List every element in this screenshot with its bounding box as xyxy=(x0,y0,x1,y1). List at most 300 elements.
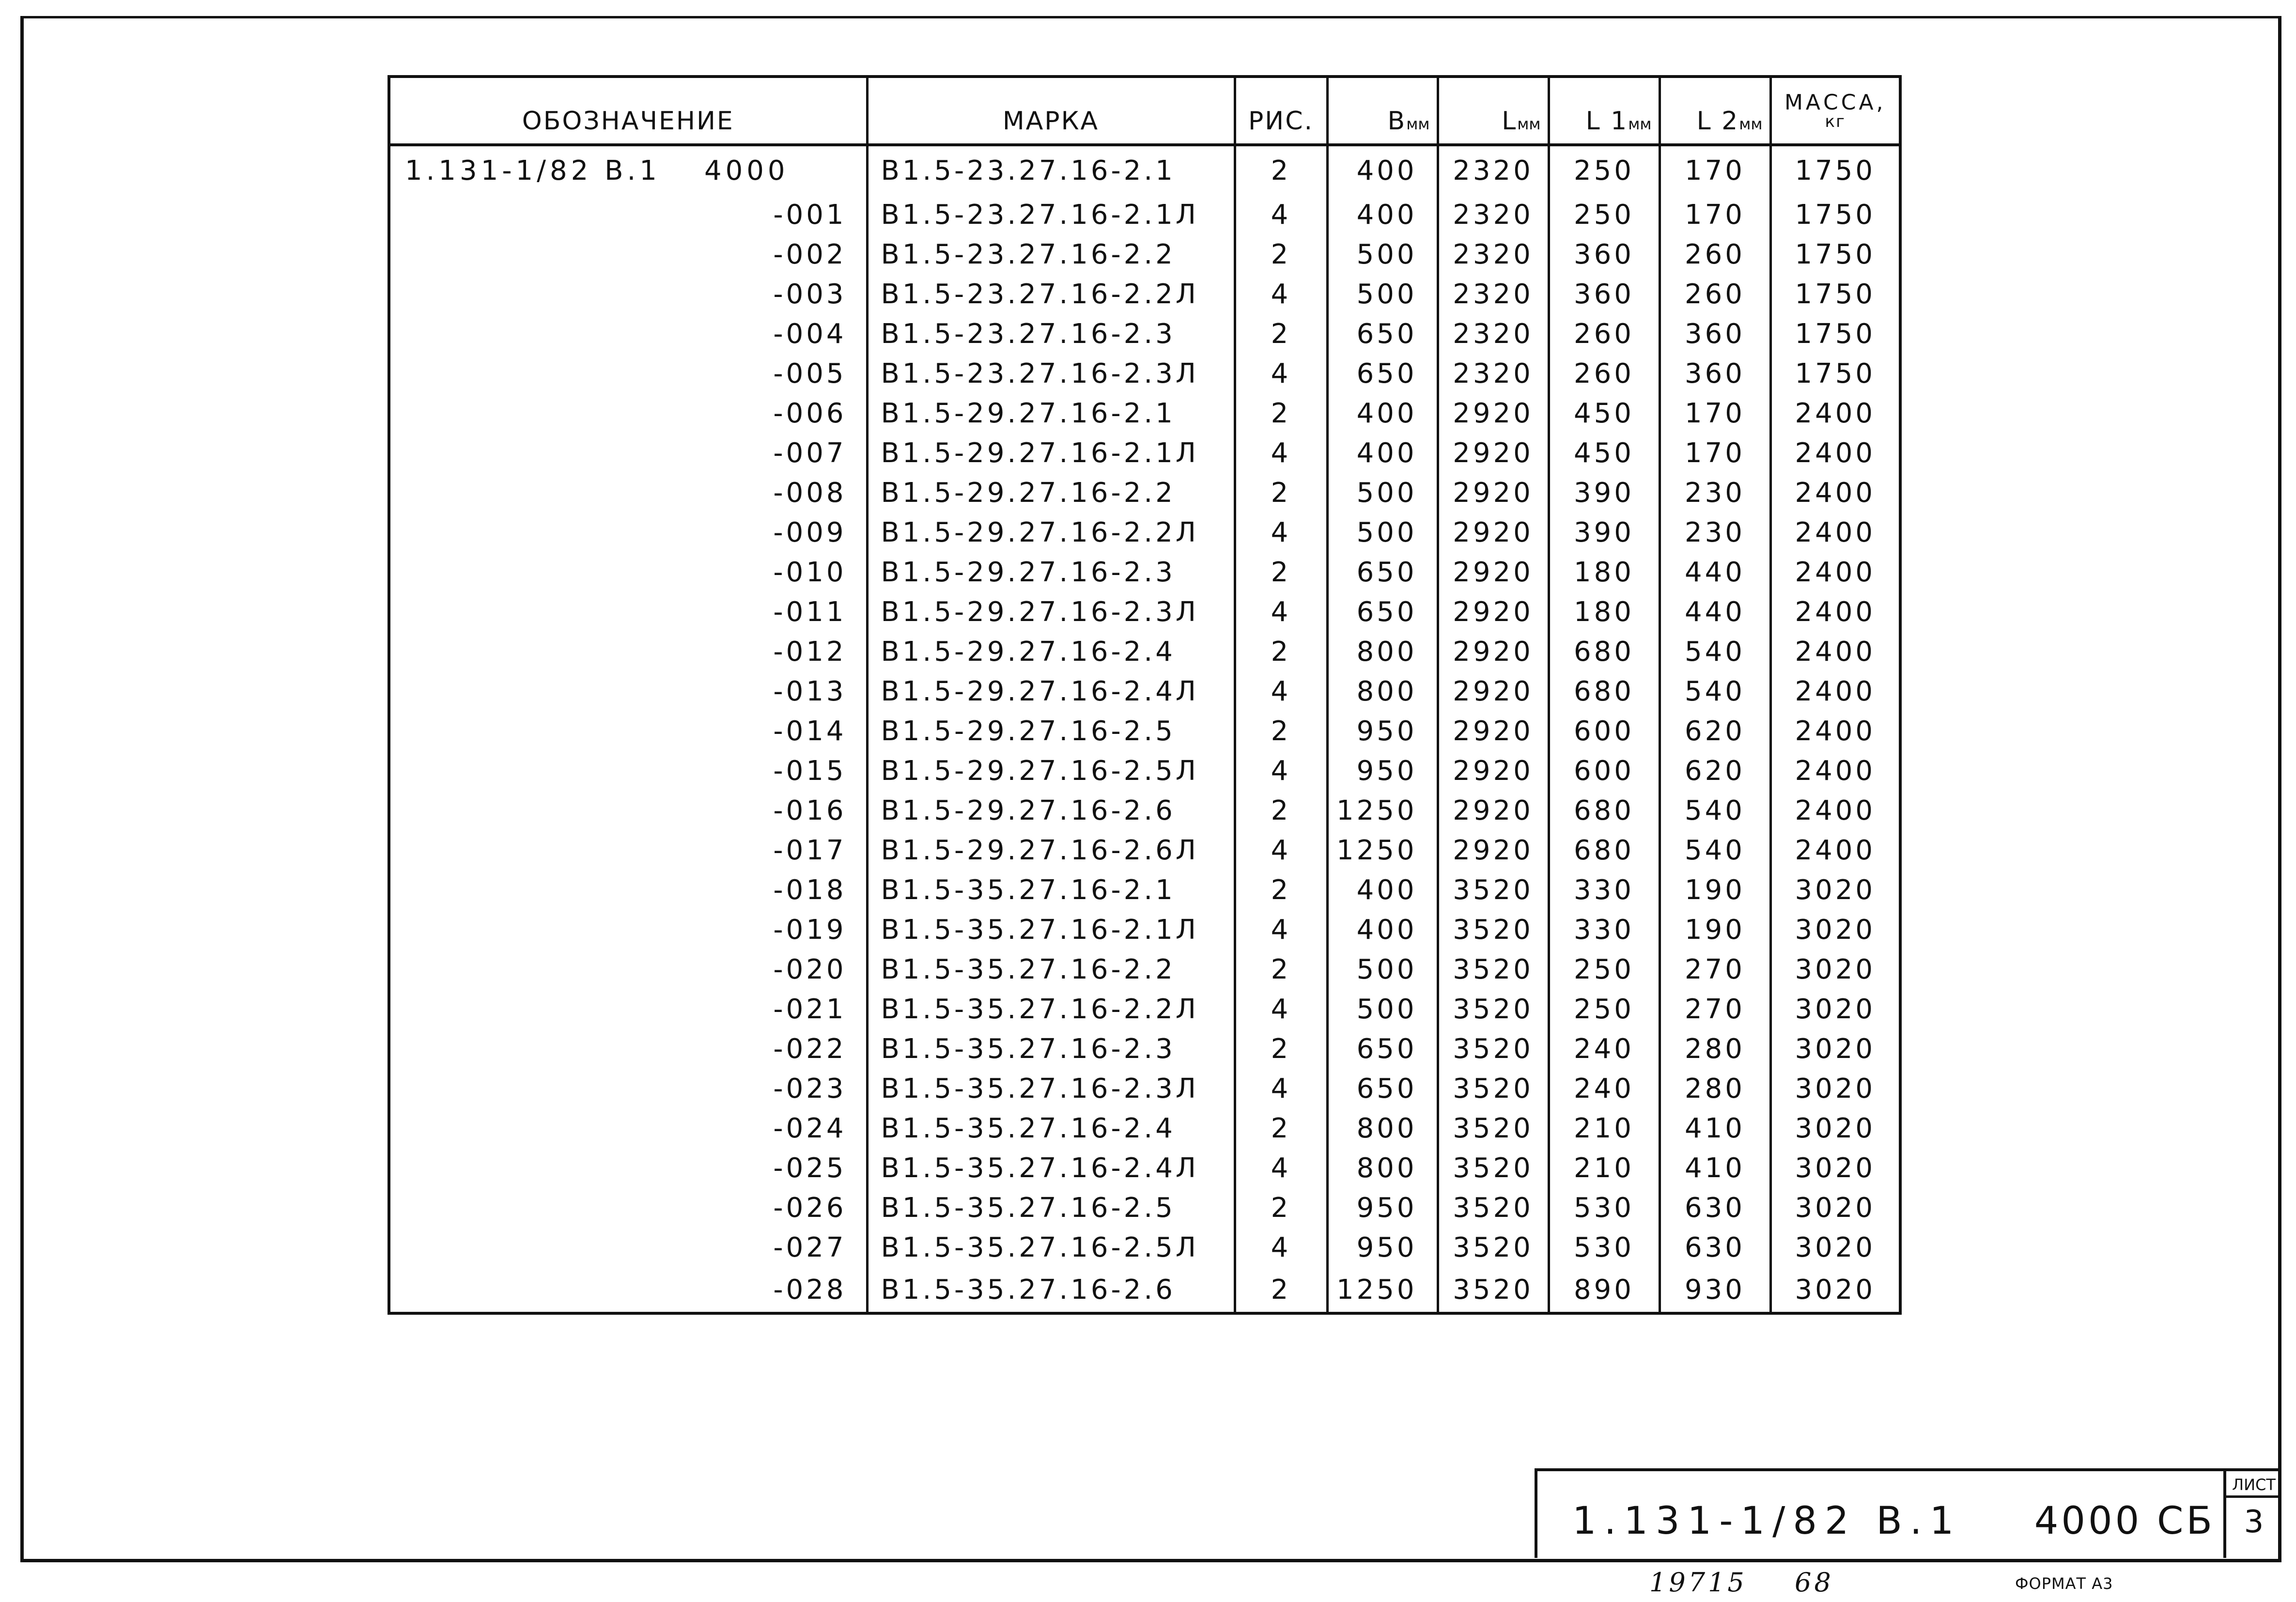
table-row xyxy=(389,145,1900,195)
cell-marka: В1.5-35.27.16-2.5Л xyxy=(867,1228,1235,1267)
cell-massa: 3020 xyxy=(1795,1274,1876,1306)
cell-massa: 1750 xyxy=(1795,199,1876,231)
header-massa: МАССА, кг xyxy=(1770,77,1900,145)
cell-b: 400 xyxy=(1327,195,1438,234)
cell-l1: 240 xyxy=(1549,1029,1660,1069)
cell-oboznachenie xyxy=(389,145,867,195)
cell-l: 3520 xyxy=(1438,910,1549,949)
table-row xyxy=(389,910,1900,949)
cell-l1: 680 xyxy=(1549,791,1660,830)
cell-l: 3520 xyxy=(1438,1108,1549,1148)
table-body xyxy=(389,145,1900,1313)
cell-massa: 3020 xyxy=(1795,953,1876,985)
cell-massa: 3020 xyxy=(1795,914,1876,946)
inventory-number: 19715 xyxy=(1649,1567,1747,1598)
cell-ris: 2 xyxy=(1235,1029,1327,1069)
cell-l1: 600 xyxy=(1549,711,1660,751)
designation-suffix: -016 xyxy=(773,794,847,826)
cell-marka: В1.5-35.27.16-2.5 xyxy=(867,1188,1235,1228)
cell-oboznachenie xyxy=(389,949,867,989)
cell-l: 3520 xyxy=(1438,1029,1549,1069)
cell-ris: 2 xyxy=(1235,632,1327,671)
cell-l1: 250 xyxy=(1549,195,1660,234)
cell-b: 800 xyxy=(1327,671,1438,711)
cell-marka: В1.5-35.27.16-2.3 xyxy=(867,1029,1235,1069)
cell-l: 2320 xyxy=(1438,195,1549,234)
table-row xyxy=(389,1108,1900,1148)
cell-l1: 180 xyxy=(1549,592,1660,632)
cell-l1: 260 xyxy=(1549,314,1660,354)
cell-oboznachenie xyxy=(389,1148,867,1188)
header-b-unit: мм xyxy=(1406,115,1430,133)
table-row xyxy=(389,195,1900,234)
cell-ris: 2 xyxy=(1235,314,1327,354)
cell-oboznachenie xyxy=(389,632,867,671)
cell-marka: В1.5-23.27.16-2.2 xyxy=(867,234,1235,274)
cell-l1: 450 xyxy=(1549,433,1660,473)
cell-ris: 2 xyxy=(1235,552,1327,592)
cell-oboznachenie xyxy=(389,393,867,433)
cell-b: 1250 xyxy=(1327,830,1438,870)
cell-l2: 260 xyxy=(1660,274,1770,314)
cell-l2: 230 xyxy=(1660,473,1770,513)
cell-massa: 1750 xyxy=(1795,318,1876,350)
cell-l2: 280 xyxy=(1660,1029,1770,1069)
cell-l1: 260 xyxy=(1549,354,1660,393)
designation-suffix: -007 xyxy=(773,437,847,469)
cell-l: 2920 xyxy=(1438,433,1549,473)
cell-b: 650 xyxy=(1327,1069,1438,1108)
cell-oboznachenie xyxy=(389,1228,867,1267)
cell-l2: 360 xyxy=(1660,314,1770,354)
cell-l: 2920 xyxy=(1438,473,1549,513)
cell-massa: 3020 xyxy=(1795,1192,1876,1224)
cell-ris: 2 xyxy=(1235,711,1327,751)
cell-ris: 2 xyxy=(1235,1188,1327,1228)
cell-oboznachenie xyxy=(389,195,867,234)
cell-l2: 440 xyxy=(1660,552,1770,592)
designation-suffix: -001 xyxy=(773,199,847,231)
cell-massa: 2400 xyxy=(1795,794,1876,826)
designation-suffix: -004 xyxy=(773,318,847,350)
table-row xyxy=(389,234,1900,274)
cell-l: 2920 xyxy=(1438,751,1549,791)
cell-ris: 4 xyxy=(1235,671,1327,711)
cell-b: 950 xyxy=(1327,1188,1438,1228)
cell-b: 500 xyxy=(1327,234,1438,274)
cell-l1: 210 xyxy=(1549,1108,1660,1148)
designation-suffix: -012 xyxy=(773,636,847,668)
cell-l1: 390 xyxy=(1549,473,1660,513)
cell-l: 2920 xyxy=(1438,830,1549,870)
cell-massa: 3020 xyxy=(1795,1073,1876,1104)
designation-suffix: -020 xyxy=(773,953,847,985)
table-header-row xyxy=(389,77,1900,145)
cell-ris: 4 xyxy=(1235,1228,1327,1267)
handwritten-number: 68 xyxy=(1795,1567,1834,1598)
cell-l: 2920 xyxy=(1438,513,1549,552)
cell-l: 2920 xyxy=(1438,791,1549,830)
cell-l: 2920 xyxy=(1438,711,1549,751)
cell-b: 500 xyxy=(1327,513,1438,552)
designation-suffix: -013 xyxy=(773,675,847,707)
cell-massa: 3020 xyxy=(1795,993,1876,1025)
cell-l2: 170 xyxy=(1660,195,1770,234)
table-row xyxy=(389,314,1900,354)
cell-massa: 1750 xyxy=(1795,358,1876,389)
cell-l2: 190 xyxy=(1660,870,1770,910)
designation-suffix: -011 xyxy=(773,596,847,628)
cell-marka: В1.5-29.27.16-2.1Л xyxy=(867,433,1235,473)
cell-massa: 3020 xyxy=(1795,874,1876,906)
cell-b: 950 xyxy=(1327,711,1438,751)
cell-ris: 4 xyxy=(1235,354,1327,393)
header-l1-unit: мм xyxy=(1628,115,1652,133)
cell-l1: 210 xyxy=(1549,1148,1660,1188)
table-row xyxy=(389,274,1900,314)
table-row xyxy=(389,989,1900,1029)
designation-suffix: -021 xyxy=(773,993,847,1025)
cell-b: 800 xyxy=(1327,1108,1438,1148)
cell-marka: В1.5-23.27.16-2.2Л xyxy=(867,274,1235,314)
sheet-number: 3 xyxy=(2244,1504,2264,1540)
table-row xyxy=(389,473,1900,513)
cell-oboznachenie xyxy=(389,870,867,910)
designation-suffix: -009 xyxy=(773,516,847,548)
cell-l: 3520 xyxy=(1438,870,1549,910)
header-b: Вмм xyxy=(1327,77,1438,145)
cell-ris: 4 xyxy=(1235,830,1327,870)
cell-marka: В1.5-35.27.16-2.4Л xyxy=(867,1148,1235,1188)
designation-suffix: -023 xyxy=(773,1073,847,1104)
designation-suffix: -026 xyxy=(773,1192,847,1224)
cell-l1: 600 xyxy=(1549,751,1660,791)
cell-l: 2320 xyxy=(1438,145,1549,195)
cell-l: 2320 xyxy=(1438,234,1549,274)
cell-l2: 410 xyxy=(1660,1108,1770,1148)
cell-massa: 2400 xyxy=(1795,477,1876,509)
cell-l2: 190 xyxy=(1660,910,1770,949)
cell-b: 950 xyxy=(1327,751,1438,791)
cell-ris: 2 xyxy=(1235,1267,1327,1313)
cell-b: 1250 xyxy=(1327,1267,1438,1313)
cell-l1: 680 xyxy=(1549,830,1660,870)
cell-marka: В1.5-23.27.16-2.1 xyxy=(867,145,1235,195)
cell-marka: В1.5-35.27.16-2.6 xyxy=(867,1267,1235,1313)
cell-marka: В1.5-29.27.16-2.6Л xyxy=(867,830,1235,870)
table-row xyxy=(389,870,1900,910)
document-code: 1.131-1/82 В.1 xyxy=(1572,1499,1962,1543)
cell-l2: 280 xyxy=(1660,1069,1770,1108)
cell-l2: 630 xyxy=(1660,1188,1770,1228)
cell-l1: 330 xyxy=(1549,870,1660,910)
cell-b: 400 xyxy=(1327,145,1438,195)
cell-oboznachenie xyxy=(389,513,867,552)
cell-l: 2920 xyxy=(1438,592,1549,632)
cell-l: 2920 xyxy=(1438,552,1549,592)
cell-oboznachenie xyxy=(389,234,867,274)
table-row xyxy=(389,671,1900,711)
cell-marka: В1.5-35.27.16-2.2Л xyxy=(867,989,1235,1029)
cell-oboznachenie xyxy=(389,751,867,791)
cell-marka: В1.5-35.27.16-2.2 xyxy=(867,949,1235,989)
sheet-box xyxy=(2223,1468,2281,1558)
cell-oboznachenie xyxy=(389,989,867,1029)
cell-b: 500 xyxy=(1327,274,1438,314)
specification-table xyxy=(388,75,1902,1315)
cell-massa: 1750 xyxy=(1795,278,1876,310)
cell-b: 400 xyxy=(1327,433,1438,473)
designation-suffix: -025 xyxy=(773,1152,847,1184)
cell-ris: 2 xyxy=(1235,145,1327,195)
table-row xyxy=(389,592,1900,632)
cell-l1: 180 xyxy=(1549,552,1660,592)
designation-docnum: 4000 xyxy=(704,155,789,187)
cell-oboznachenie xyxy=(389,1188,867,1228)
cell-massa: 2400 xyxy=(1795,397,1876,429)
cell-ris: 4 xyxy=(1235,1069,1327,1108)
cell-l2: 930 xyxy=(1660,1267,1770,1313)
cell-b: 650 xyxy=(1327,552,1438,592)
cell-oboznachenie xyxy=(389,830,867,870)
table-row xyxy=(389,632,1900,671)
cell-oboznachenie xyxy=(389,314,867,354)
designation-suffix: -006 xyxy=(773,397,847,429)
format-label: ФОРМАТ А3 xyxy=(2015,1574,2113,1593)
cell-marka: В1.5-29.27.16-2.3Л xyxy=(867,592,1235,632)
sheet-label: ЛИСТ xyxy=(2226,1474,2281,1498)
cell-b: 500 xyxy=(1327,949,1438,989)
header-l1: L 1мм xyxy=(1549,77,1660,145)
cell-oboznachenie xyxy=(389,1069,867,1108)
cell-massa: 2400 xyxy=(1795,715,1876,747)
cell-oboznachenie xyxy=(389,433,867,473)
cell-l1: 680 xyxy=(1549,671,1660,711)
header-l: Lмм xyxy=(1438,77,1549,145)
table-row xyxy=(389,433,1900,473)
cell-l1: 450 xyxy=(1549,393,1660,433)
cell-massa: 1750 xyxy=(1795,238,1876,270)
table-row xyxy=(389,1188,1900,1228)
table-row xyxy=(389,751,1900,791)
cell-l1: 530 xyxy=(1549,1188,1660,1228)
designation-suffix: -028 xyxy=(773,1274,847,1306)
cell-massa: 3020 xyxy=(1795,1112,1876,1144)
table-row xyxy=(389,791,1900,830)
table-row xyxy=(389,1029,1900,1069)
cell-l1: 250 xyxy=(1549,989,1660,1029)
designation-suffix: -017 xyxy=(773,834,847,866)
cell-l2: 540 xyxy=(1660,632,1770,671)
cell-l2: 270 xyxy=(1660,989,1770,1029)
cell-marka: В1.5-35.27.16-2.3Л xyxy=(867,1069,1235,1108)
cell-l1: 250 xyxy=(1549,949,1660,989)
table-row xyxy=(389,1228,1900,1267)
cell-b: 800 xyxy=(1327,1148,1438,1188)
cell-b: 400 xyxy=(1327,870,1438,910)
cell-oboznachenie xyxy=(389,1267,867,1313)
cell-l: 3520 xyxy=(1438,1228,1549,1267)
cell-l2: 360 xyxy=(1660,354,1770,393)
cell-oboznachenie xyxy=(389,473,867,513)
cell-l2: 540 xyxy=(1660,791,1770,830)
cell-l1: 360 xyxy=(1549,234,1660,274)
cell-b: 400 xyxy=(1327,393,1438,433)
cell-l1: 360 xyxy=(1549,274,1660,314)
header-l2-unit: мм xyxy=(1739,115,1763,133)
cell-b: 650 xyxy=(1327,592,1438,632)
header-massa-unit: кг xyxy=(1825,111,1846,131)
cell-oboznachenie xyxy=(389,1108,867,1148)
cell-ris: 2 xyxy=(1235,393,1327,433)
cell-ris: 4 xyxy=(1235,910,1327,949)
designation-suffix: -003 xyxy=(773,278,847,310)
cell-l1: 250 xyxy=(1549,145,1660,195)
cell-oboznachenie xyxy=(389,274,867,314)
cell-ris: 2 xyxy=(1235,870,1327,910)
cell-b: 650 xyxy=(1327,354,1438,393)
cell-b: 950 xyxy=(1327,1228,1438,1267)
cell-oboznachenie xyxy=(389,1029,867,1069)
cell-marka: В1.5-29.27.16-2.4Л xyxy=(867,671,1235,711)
cell-ris: 4 xyxy=(1235,513,1327,552)
cell-marka: В1.5-29.27.16-2.2 xyxy=(867,473,1235,513)
designation-suffix: -022 xyxy=(773,1033,847,1065)
cell-b: 650 xyxy=(1327,314,1438,354)
cell-marka: В1.5-23.27.16-2.3Л xyxy=(867,354,1235,393)
cell-massa: 2400 xyxy=(1795,596,1876,628)
table-row xyxy=(389,711,1900,751)
cell-massa: 2400 xyxy=(1795,556,1876,588)
cell-marka: В1.5-29.27.16-2.4 xyxy=(867,632,1235,671)
document-code-suffix: 4000 СБ xyxy=(2034,1499,2215,1543)
table-row xyxy=(389,830,1900,870)
table-row xyxy=(389,513,1900,552)
cell-massa: 3020 xyxy=(1795,1152,1876,1184)
designation-suffix: -010 xyxy=(773,556,847,588)
cell-l: 2320 xyxy=(1438,274,1549,314)
cell-massa: 2400 xyxy=(1795,437,1876,469)
cell-l2: 230 xyxy=(1660,513,1770,552)
cell-marka: В1.5-35.27.16-2.1Л xyxy=(867,910,1235,949)
designation-suffix: -024 xyxy=(773,1112,847,1144)
cell-marka: В1.5-29.27.16-2.1 xyxy=(867,393,1235,433)
cell-l: 2320 xyxy=(1438,314,1549,354)
table-row xyxy=(389,1148,1900,1188)
table-row xyxy=(389,1267,1900,1313)
cell-l2: 170 xyxy=(1660,433,1770,473)
cell-l: 3520 xyxy=(1438,1188,1549,1228)
designation-suffix: -018 xyxy=(773,874,847,906)
cell-l: 3520 xyxy=(1438,1148,1549,1188)
table-row xyxy=(389,552,1900,592)
cell-oboznachenie xyxy=(389,354,867,393)
cell-oboznachenie xyxy=(389,791,867,830)
cell-l2: 620 xyxy=(1660,711,1770,751)
cell-ris: 4 xyxy=(1235,989,1327,1029)
header-l2: L 2мм xyxy=(1660,77,1770,145)
cell-b: 500 xyxy=(1327,989,1438,1029)
cell-ris: 2 xyxy=(1235,1108,1327,1148)
cell-l2: 170 xyxy=(1660,145,1770,195)
cell-b: 500 xyxy=(1327,473,1438,513)
designation-suffix: -002 xyxy=(773,238,847,270)
designation-suffix: -027 xyxy=(773,1231,847,1263)
cell-marka: В1.5-29.27.16-2.2Л xyxy=(867,513,1235,552)
header-marka: МАРКА xyxy=(867,77,1235,145)
cell-oboznachenie xyxy=(389,910,867,949)
cell-marka: В1.5-23.27.16-2.3 xyxy=(867,314,1235,354)
cell-l1: 240 xyxy=(1549,1069,1660,1108)
cell-l2: 540 xyxy=(1660,671,1770,711)
cell-l1: 680 xyxy=(1549,632,1660,671)
cell-l: 3520 xyxy=(1438,1069,1549,1108)
cell-massa: 2400 xyxy=(1795,636,1876,668)
cell-ris: 2 xyxy=(1235,949,1327,989)
header-ris: РИС. xyxy=(1235,77,1327,145)
cell-marka: В1.5-29.27.16-2.3 xyxy=(867,552,1235,592)
cell-b: 400 xyxy=(1327,910,1438,949)
cell-massa: 1750 xyxy=(1795,155,1876,187)
designation-prefix xyxy=(405,155,789,187)
cell-l2: 260 xyxy=(1660,234,1770,274)
cell-marka: В1.5-35.27.16-2.1 xyxy=(867,870,1235,910)
designation-suffix: -019 xyxy=(773,914,847,946)
cell-ris: 4 xyxy=(1235,274,1327,314)
cell-massa: 2400 xyxy=(1795,675,1876,707)
cell-l2: 170 xyxy=(1660,393,1770,433)
designation-suffix: -005 xyxy=(773,358,847,389)
designation-series: 1.131-1/82 В.1 xyxy=(405,155,661,187)
cell-marka: В1.5-29.27.16-2.5 xyxy=(867,711,1235,751)
cell-l1: 390 xyxy=(1549,513,1660,552)
cell-oboznachenie xyxy=(389,592,867,632)
cell-massa: 2400 xyxy=(1795,755,1876,787)
cell-l2: 270 xyxy=(1660,949,1770,989)
cell-marka: В1.5-23.27.16-2.1Л xyxy=(867,195,1235,234)
cell-massa: 2400 xyxy=(1795,516,1876,548)
cell-massa: 3020 xyxy=(1795,1231,1876,1263)
designation-suffix: -014 xyxy=(773,715,847,747)
cell-l2: 540 xyxy=(1660,830,1770,870)
title-block xyxy=(1535,1468,2233,1558)
cell-l1: 890 xyxy=(1549,1267,1660,1313)
table-row xyxy=(389,393,1900,433)
cell-l1: 330 xyxy=(1549,910,1660,949)
cell-l2: 630 xyxy=(1660,1228,1770,1267)
cell-l: 2920 xyxy=(1438,632,1549,671)
cell-ris: 2 xyxy=(1235,473,1327,513)
cell-ris: 4 xyxy=(1235,592,1327,632)
table-row xyxy=(389,949,1900,989)
cell-marka: В1.5-29.27.16-2.5Л xyxy=(867,751,1235,791)
table-row xyxy=(389,1069,1900,1108)
table-row xyxy=(389,354,1900,393)
cell-oboznachenie xyxy=(389,552,867,592)
cell-ris: 4 xyxy=(1235,433,1327,473)
cell-ris: 2 xyxy=(1235,234,1327,274)
designation-suffix: -008 xyxy=(773,477,847,509)
cell-oboznachenie xyxy=(389,671,867,711)
cell-massa: 3020 xyxy=(1795,1033,1876,1065)
header-oboznachenie: ОБОЗНАЧЕНИЕ xyxy=(389,77,867,145)
cell-l: 2320 xyxy=(1438,354,1549,393)
cell-marka: В1.5-35.27.16-2.4 xyxy=(867,1108,1235,1148)
cell-oboznachenie xyxy=(389,711,867,751)
cell-l1: 530 xyxy=(1549,1228,1660,1267)
designation-suffix: -015 xyxy=(773,755,847,787)
cell-ris: 4 xyxy=(1235,751,1327,791)
